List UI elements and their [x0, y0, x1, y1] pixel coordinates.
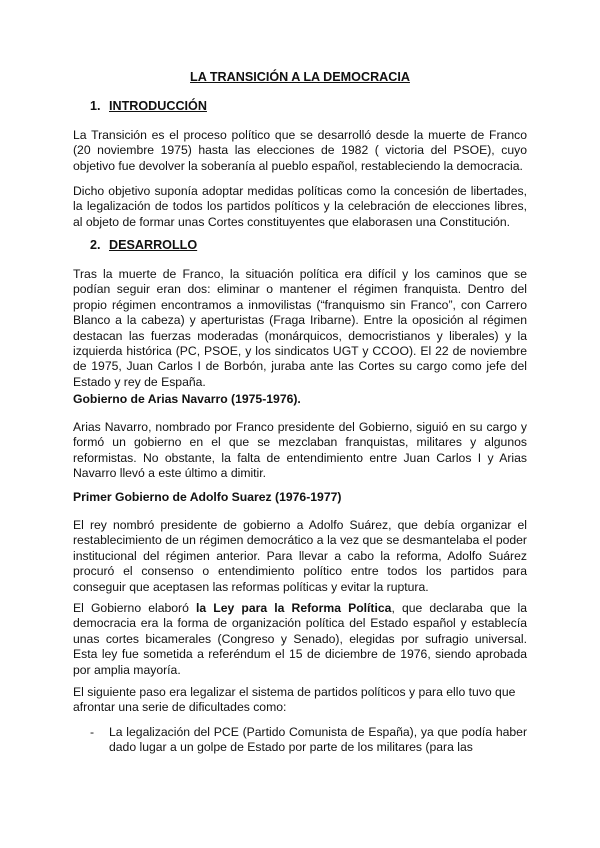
section-heading-desarrollo — [90, 238, 197, 253]
arias-paragraph: Arias Navarro, nombrado por Franco presidente del Gobierno, siguió en su cargo y formó un gobierno en el que se mezclaban franquistas, militares y algunos reformistas. No obstante, la falta de entendimiento entre Juan Carlos I y Arias Navarro llevó a este último a dimitir. — [73, 420, 527, 481]
section-number: 1. — [90, 99, 101, 113]
reforma-politica-law: la Ley para la Reforma Política — [195, 601, 392, 615]
section-number: 2. — [90, 238, 101, 252]
suarez-paragraph-2 — [73, 601, 527, 678]
suarez-p2-after: , que declaraba que la democracia era la forma de organización política del Estado español y establecía unas cortes bicamerales (Congreso y Senado), elegidas por sufragio universal. Esta ley fue sometida a referéndum el 15 de diciembre de 1976, siendo aprobada por amplia mayoría. — [73, 601, 527, 677]
list-item — [90, 725, 527, 756]
subheading-adolfo-suarez: Primer Gobierno de Adolfo Suarez (1976-1977) — [73, 490, 342, 504]
intro-paragraph-2: Dicho objetivo suponía adoptar medidas políticas como la concesión de libertades, la legalización de todos los partidos políticos y la celebración de elecciones libres, al objeto de formar unas Cortes constituyentes que elaborasen una Constitución. — [73, 184, 527, 229]
section-title: DESARROLLO — [109, 238, 198, 252]
suarez-p2-before: El Gobierno elaboró — [73, 601, 196, 615]
desarrollo-paragraph: Tras la muerte de Franco, la situación política era difícil y los caminos que se podían seguir eran dos: eliminar o mantener el régimen franquista. Dentro del propio régimen encontramos a inmovilistas (“franquismo sin Franco”, con Carrero Blanco a la cabeza) y aperturistas (Fraga Iribarne). Entre la oposición al régimen destacan las fuerzas moderadas (monárquicos, democristianos y liberales) y la izquierda histórica (PC, PSOE, y los sindicatos UGT y CCOO). El 22 de noviembre de 1975, Juan Carlos I de Borbón, juraba ante las Cortes su cargo como jefe del Estado y rey de España. — [73, 267, 527, 389]
section-title: INTRODUCCIÓN — [109, 99, 207, 113]
subheading-arias-navarro: Gobierno de Arias Navarro (1975-1976). — [73, 392, 301, 406]
list-item-text: La legalización del PCE (Partido Comunista de España), ya que podía haber dado lugar a un golpe de Estado por parte de los militares (para las — [109, 725, 527, 755]
section-heading-introduccion — [90, 99, 207, 114]
suarez-paragraph-1: El rey nombró presidente de gobierno a Adolfo Suárez, que debía organizar el restablecimiento de un régimen democrático a la vez que se desmantelaba el poder institucional del régimen anterior. Para llevar a cabo la reforma, Adolfo Suárez procuró el consenso o entendimiento político entre todos los partidos para conseguir que aceptasen las reformas políticas y evitar la ruptura. — [73, 518, 527, 594]
suarez-paragraph-3: El siguiente paso era legalizar el sistema de partidos políticos y para ello tuvo que afrontar una serie de dificultades como: — [73, 685, 516, 715]
list-dash: - — [90, 725, 95, 739]
document-title: LA TRANSICIÓN A LA DEMOCRACIA — [190, 70, 410, 84]
intro-paragraph-1: La Transición es el proceso político que se desarrolló desde la muerte de Franco (20 noviembre 1975) hasta las elecciones de 1982 ( victoria del PSOE), cuyo objetivo fue devolver la soberanía al pueblo español, restableciendo la democracia. — [73, 128, 527, 173]
